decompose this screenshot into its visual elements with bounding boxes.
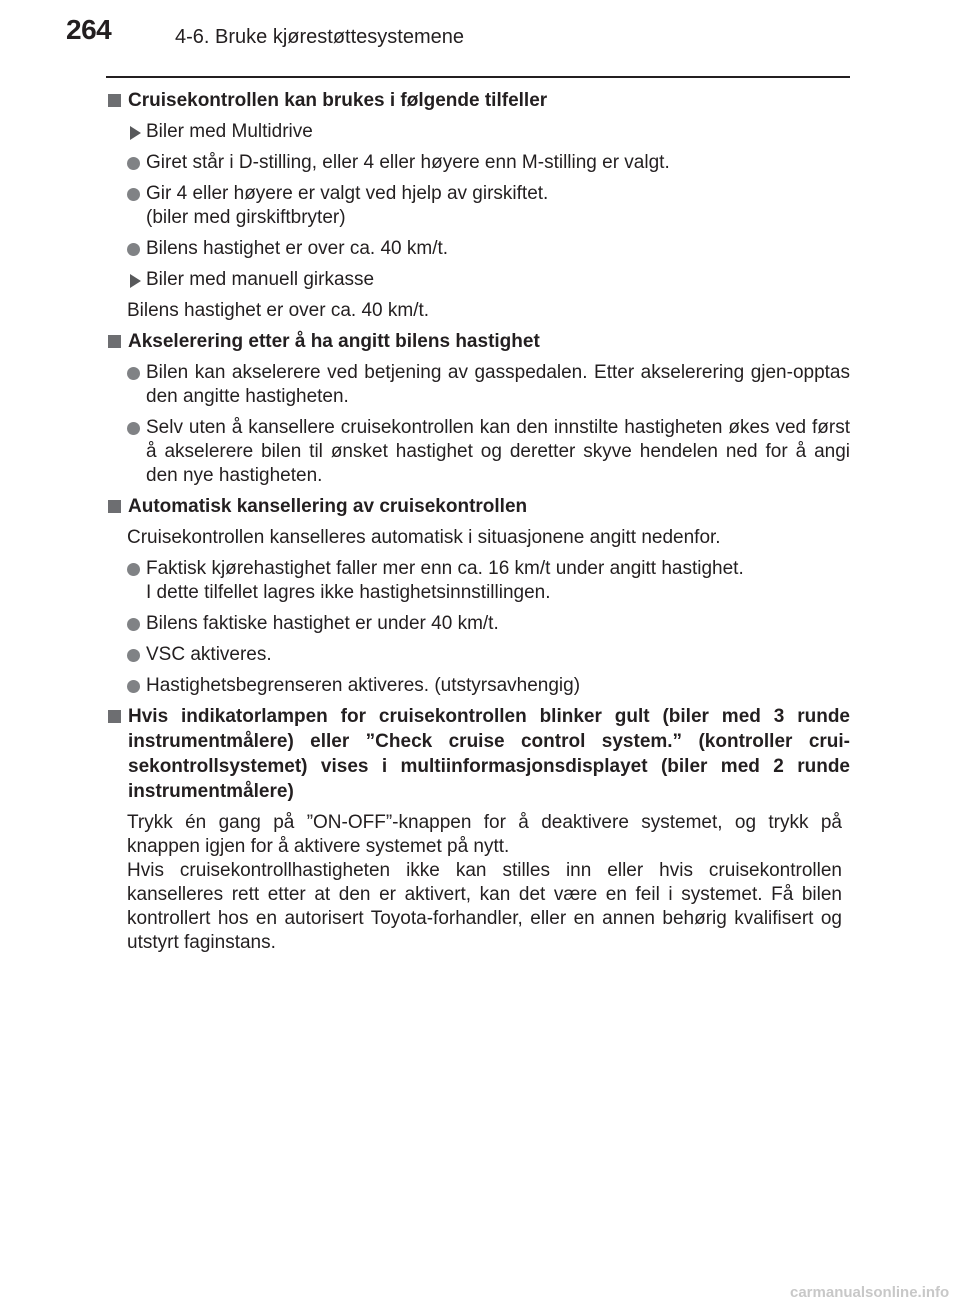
item-text-line: Gir 4 eller høyere er valgt ved hjelp av girskiftet. [146,183,549,204]
section-heading [106,329,850,354]
round-bullet-icon [127,563,140,576]
section-heading [106,88,850,113]
page-header [0,0,960,70]
item-text: Biler med Multidrive [146,121,313,142]
watermark-text: carmanualsonline.info [790,1284,950,1301]
bullet-item [106,416,850,488]
section-heading-text: Hvis indikatorlampen for cruisekontrollen blinker gult (biler med 3 runde instrumentmålere) eller ”Check cruise control system.” (kontroller crui-sekontrollsystemet) vises i multiinformasjonsdisplayet (biler med 2 runde instrumentmålere) [128,706,850,802]
body-paragraph [106,526,850,550]
item-text: Bilens faktiske hastighet er under 40 km/t. [146,613,499,634]
round-bullet-icon [127,422,140,435]
round-bullet-icon [127,680,140,693]
item-text-line: (biler med girskiftbryter) [146,207,346,228]
section-title: 4-6. Bruke kjørestøttesystemene [175,26,464,48]
item-text: VSC aktiveres. [146,644,272,665]
round-bullet-icon [127,157,140,170]
bullet-item [106,182,850,230]
section-heading-text: Akselerering etter å ha angitt bilens hastighet [128,331,540,352]
header-divider [106,76,850,78]
item-text: Trykk én gang på ”ON-OFF”-knappen for å deaktivere systemet, og trykk på knappen igjen for å aktivere systemet på nytt. [127,812,842,857]
section-heading [106,704,850,804]
arrow-bullet-icon [130,126,141,140]
item-text: Selv uten å kansellere cruisekontrollen kan den innstilte hastigheten økes ved først å akselerere bilen til ønsket hastighet og deretter skyve hendelen ned for å angi den nye hastigheten. [146,417,850,486]
bullet-item [106,151,850,175]
round-bullet-icon [127,649,140,662]
bullet-item [106,643,850,667]
body-paragraph [106,859,842,955]
subcase-item [106,120,850,144]
page-number: 264 [66,14,112,45]
document-body [106,88,850,955]
square-bullet-icon [108,710,121,723]
body-paragraph [106,299,850,323]
subcase-item [106,268,850,292]
item-text: Cruisekontrollen kanselleres automatisk i situasjonene angitt nedenfor. [127,527,721,548]
item-text: Bilens hastighet er over ca. 40 km/t. [146,238,449,259]
item-text: Bilens hastighet er over ca. 40 km/t. [127,300,430,321]
body-paragraph [106,811,842,859]
item-text-line: I dette tilfellet lagres ikke hastighetsinnstillingen. [146,582,551,603]
bullet-item [106,237,850,261]
section-heading [106,494,850,519]
bullet-item [106,361,850,409]
item-text-line: Faktisk kjørehastighet faller mer enn ca. 16 km/t under angitt hastighet. [146,558,744,579]
round-bullet-icon [127,243,140,256]
item-text: Hastighetsbegrenseren aktiveres. (utstyrsavhengig) [146,675,581,696]
item-text: Biler med manuell girkasse [146,269,375,290]
section-heading-text: Cruisekontrollen kan brukes i følgende tilfeller [128,90,548,111]
item-text: Giret står i D-stilling, eller 4 eller høyere enn M-stilling er valgt. [146,152,670,173]
round-bullet-icon [127,188,140,201]
round-bullet-icon [127,367,140,380]
square-bullet-icon [108,94,121,107]
square-bullet-icon [108,500,121,513]
item-text: Bilen kan akselerere ved betjening av gasspedalen. Etter akselerering gjen-opptas den angitte hastigheten. [146,362,850,407]
bullet-item [106,674,850,698]
section-heading-text: Automatisk kansellering av cruisekontrollen [128,496,528,517]
arrow-bullet-icon [130,274,141,288]
bullet-item [106,612,850,636]
item-text: Hvis cruisekontrollhastigheten ikke kan stilles inn eller hvis cruisekontrollen kanselleres rett etter at den er aktivert, kan det være en feil i systemet. Få bilen kontrollert hos en autorisert Toyota-forhandler, eller en annen behørig kvalifisert og utstyrt faginstans. [127,860,842,953]
square-bullet-icon [108,335,121,348]
round-bullet-icon [127,618,140,631]
bullet-item [106,557,850,605]
